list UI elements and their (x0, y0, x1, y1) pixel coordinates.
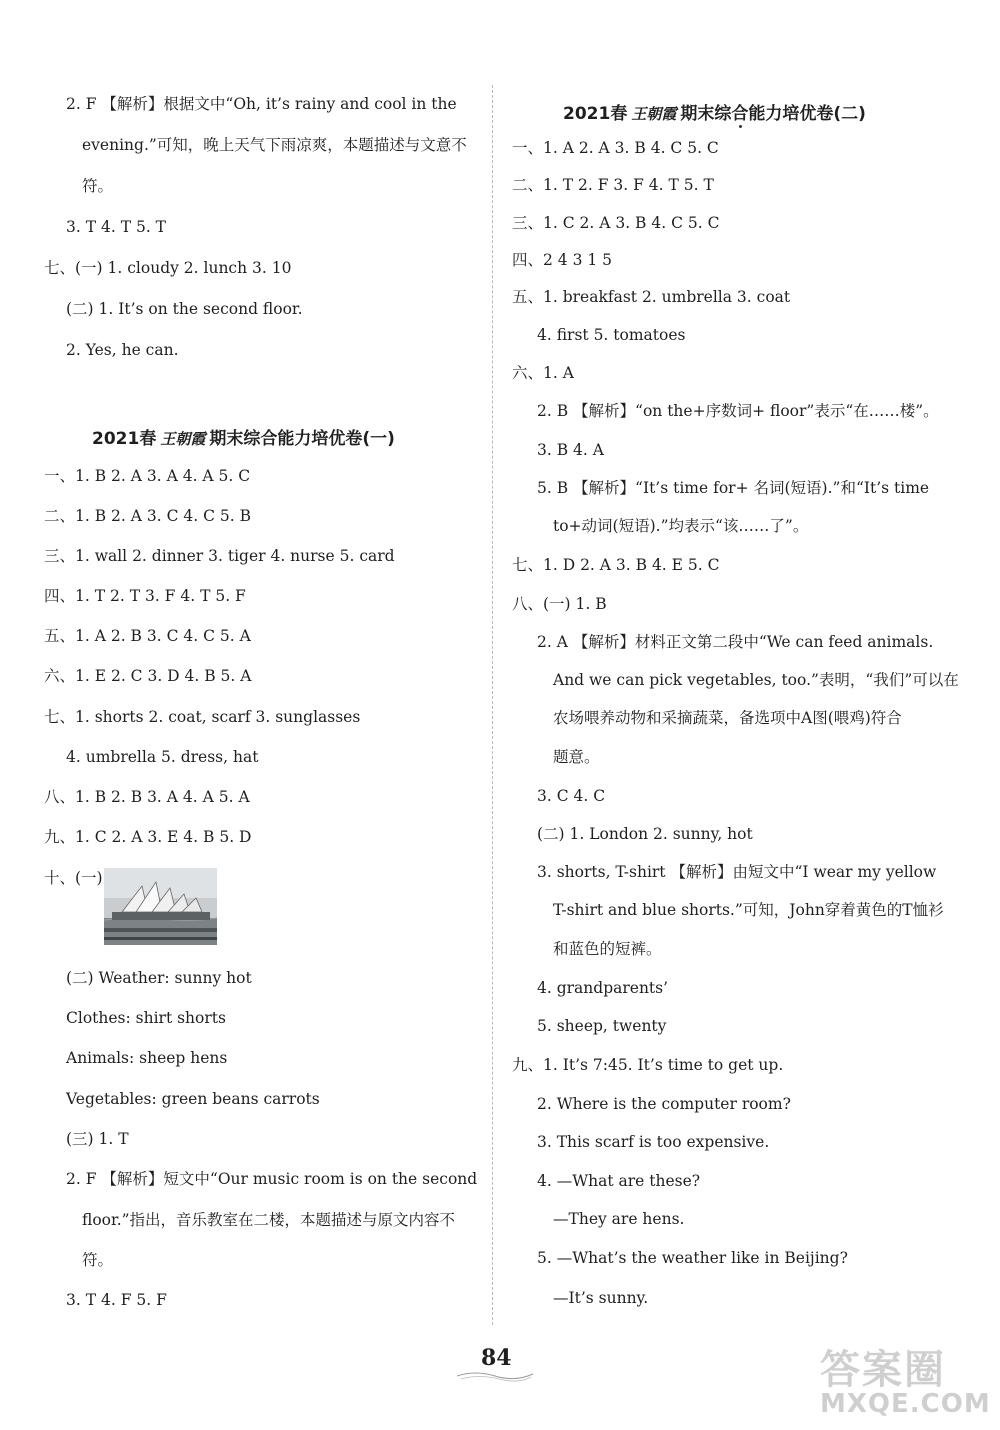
answer-line: 三、1. C 2. A 3. B 4. C 5. C (512, 214, 720, 232)
brand-logo: 王朝霞 (160, 430, 206, 448)
answer-line: 2. A 【解析】材料正文第二段中“We can feed animals. (537, 633, 934, 651)
answer-line: 2. F 【解析】短文中“Our music room is on the second (66, 1170, 478, 1188)
title-text: 期末综合能力培优卷(一) (209, 429, 395, 449)
answer-line: 4. grandparents’ (537, 979, 669, 997)
answer-line: 六、1. E 2. C 3. D 4. B 5. A (44, 667, 252, 685)
answer-line: 七、1. D 2. A 3. B 4. E 5. C (512, 556, 720, 574)
answer-line: T-shirt and blue shorts.”可知，John穿着黄色的T恤衫 (553, 901, 944, 919)
answer-line: 3. shorts, T-shirt 【解析】由短文中“I wear my yellow (537, 863, 937, 881)
answer-line: (二) Weather: sunny hot (66, 969, 252, 987)
answer-line: 六、1. A (512, 364, 574, 382)
title-year: 2021春 (92, 429, 157, 449)
decorative-dot (739, 125, 742, 128)
answer-line: 3. T 4. T 5. T (66, 218, 167, 236)
answer-line: —They are hens. (553, 1210, 685, 1228)
answer-line: 二、1. T 2. F 3. F 4. T 5. T (512, 176, 714, 194)
answer-line: 二、1. B 2. A 3. C 4. C 5. B (44, 507, 251, 525)
answer-line: Animals: sheep hens (66, 1049, 228, 1067)
answer-line: 十、(一) (44, 869, 103, 887)
answer-line: 四、2 4 3 1 5 (512, 251, 613, 269)
column-divider (492, 85, 493, 1325)
answer-line: 五、1. A 2. B 3. C 4. C 5. A (44, 627, 251, 645)
answer-line: 农场喂养动物和采摘蔬菜，备选项中A图(喂鸡)符合 (553, 709, 902, 727)
answer-line: 3. B 4. A (537, 441, 604, 459)
page-number: 84 (481, 1345, 512, 1371)
answer-line: 七、1. shorts 2. coat, scarf 3. sunglasses (44, 708, 361, 726)
answer-line: 4. umbrella 5. dress, hat (66, 748, 259, 766)
answer-line: Vegetables: green beans carrots (66, 1090, 320, 1108)
answer-line: 四、1. T 2. T 3. F 4. T 5. F (44, 587, 246, 605)
answer-line: 3. This scarf is too expensive. (537, 1133, 770, 1151)
answer-line: 4. first 5. tomatoes (537, 326, 686, 344)
answer-line: 题意。 (553, 748, 600, 766)
answer-line: (二) 1. London 2. sunny, hot (537, 825, 753, 843)
answer-line: 2. Yes, he can. (66, 341, 179, 359)
answer-line: floor.”指出，音乐教室在二楼，本题描述与原文内容不 (82, 1211, 456, 1229)
answer-line: to+动词(短语).”均表示“该……了”。 (553, 517, 809, 535)
title-year: 2021春 (563, 104, 628, 124)
answer-line: 2. B 【解析】“on the+序数词+ floor”表示“在……楼”。 (537, 402, 939, 420)
answer-line: evening.”可知，晚上天气下雨凉爽，本题描述与文意不 (82, 136, 467, 154)
answer-line: 三、1. wall 2. dinner 3. tiger 4. nurse 5. card (44, 547, 395, 565)
watermark-logo: 答案圈 (820, 1347, 946, 1393)
answer-line: 一、1. A 2. A 3. B 4. C 5. C (512, 139, 719, 157)
answer-line: (三) 1. T (66, 1130, 129, 1148)
answer-line: Clothes: shirt shorts (66, 1009, 226, 1027)
answer-line: 3. T 4. F 5. F (66, 1291, 167, 1309)
answer-line: 符。 (82, 1251, 114, 1269)
answer-line: 和蓝色的短裤。 (553, 940, 662, 958)
answer-line: 4. —What are these? (537, 1172, 701, 1190)
answer-line: 八、1. B 2. B 3. A 4. A 5. A (44, 788, 250, 806)
answer-line: 3. C 4. C (537, 787, 606, 805)
answer-line: 一、1. B 2. A 3. A 4. A 5. C (44, 467, 251, 485)
watermark (820, 1338, 991, 1419)
answer-line: 五、1. breakfast 2. umbrella 3. coat (512, 288, 791, 306)
answer-line: (二) 1. It’s on the second floor. (66, 300, 303, 318)
answer-line: 符。 (82, 177, 114, 195)
answer-line: 九、1. C 2. A 3. E 4. B 5. D (44, 828, 252, 846)
page-ornament (455, 1368, 535, 1382)
answer-line: 2. Where is the computer room? (537, 1095, 791, 1113)
answer-line: 5. sheep, twenty (537, 1017, 667, 1035)
watermark-url: MXQE.COM (820, 1389, 991, 1419)
opera-house-photo (104, 868, 217, 945)
answer-line: 八、(一) 1. B (512, 595, 607, 613)
answer-line: 5. —What’s the weather like in Beijing? (537, 1249, 848, 1267)
answer-line: 七、(一) 1. cloudy 2. lunch 3. 10 (44, 259, 292, 277)
title-text: 期末综合能力培优卷(二) (680, 104, 866, 124)
section-title (92, 424, 395, 449)
section-title (563, 99, 866, 124)
answer-line: 5. B 【解析】“It’s time for+ 名词(短语).”和“It’s time (537, 479, 930, 497)
answer-line: And we can pick vegetables, too.”表明，“我们”可以在 (553, 671, 959, 689)
brand-logo: 王朝霞 (631, 105, 677, 123)
answer-line: 九、1. It’s 7:45. It’s time to get up. (512, 1056, 784, 1074)
answer-line: 2. F 【解析】根据文中“Oh, it’s rainy and cool in the (66, 95, 457, 113)
answer-line: —It’s sunny. (553, 1289, 649, 1307)
